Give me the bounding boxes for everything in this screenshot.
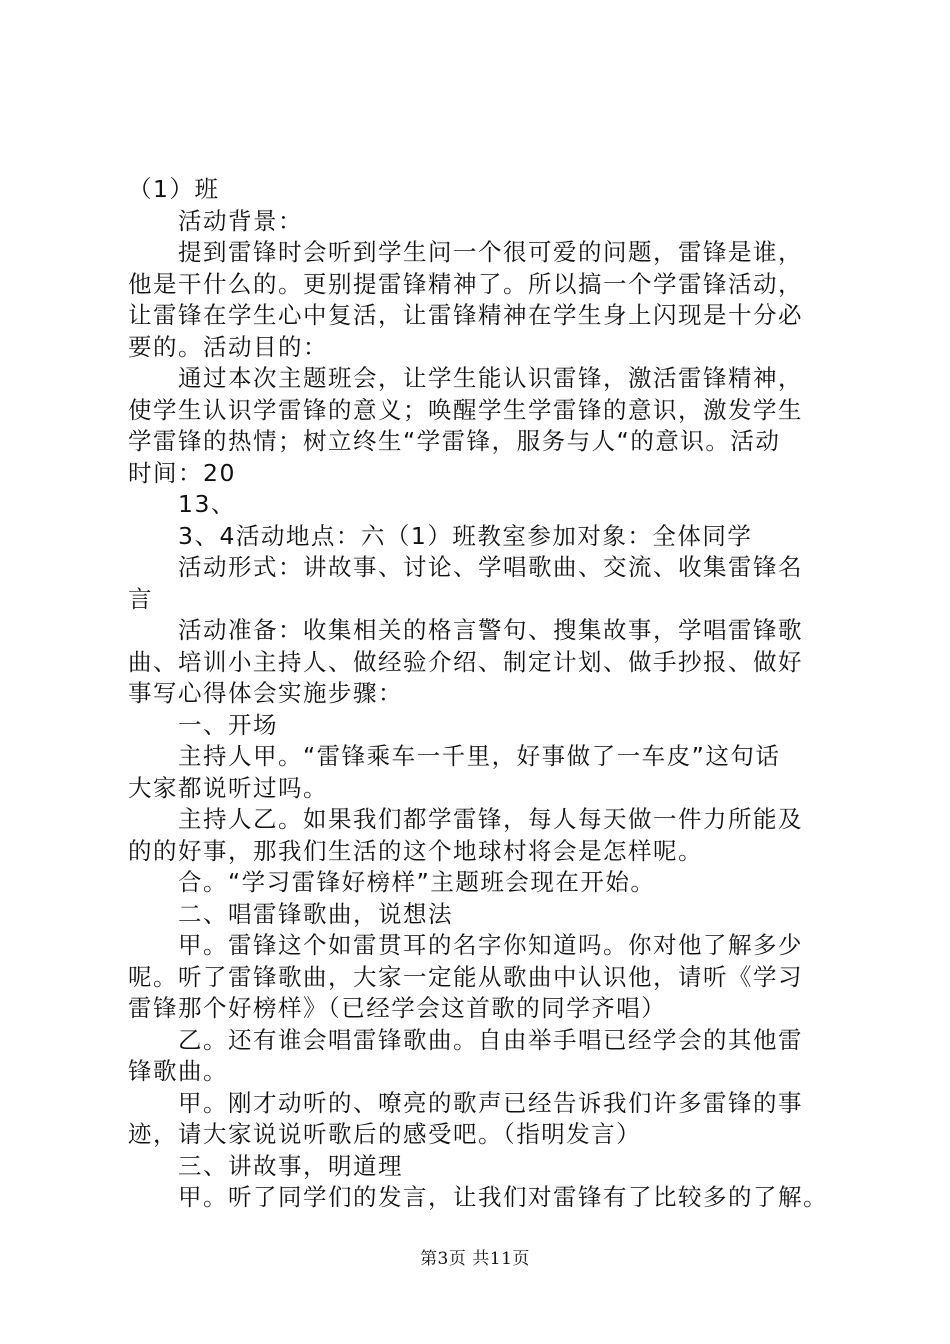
text-line: 大家都说听过吗。 <box>128 773 328 802</box>
text-line: 主持人甲。“雷锋乘车一千里，好事做了一车皮”这句话 <box>178 742 781 770</box>
text-line: 活动形式：讲故事、讨论、学唱歌曲、交流、收集雷锋名 <box>178 553 803 581</box>
page-number-footer: 第3页 共11页 <box>420 1249 530 1269</box>
text-line: 三、讲故事，明道理 <box>178 1151 403 1180</box>
text-line: 乙。还有谁会唱雷锋歌曲。自由举手唱已经学会的其他雷 <box>178 1025 803 1054</box>
text-line: 使学生认识学雷锋的意义；唤醒学生学雷锋的意识，激发学生 <box>128 395 803 424</box>
text-line: 甲。雷锋这个如雷贯耳的名字你知道吗。你对他了解多少 <box>178 931 803 959</box>
text-line: （1）班 <box>128 175 220 203</box>
text-line: 迹，请大家说说听歌后的感受吧。（指明发言） <box>128 1120 642 1148</box>
text-line: 的的好事，那我们生活的这个地球村将会是怎样呢。 <box>128 836 703 865</box>
text-line: 学雷锋的热情；树立终生“学雷锋，服务与人“的意识。活动 <box>128 427 781 455</box>
text-line: 言 <box>128 584 153 613</box>
text-line: 呢。听了雷锋歌曲，大家一定能从歌曲中认识他，请听《学习 <box>128 962 803 991</box>
text-line: 活动背景： <box>178 206 303 235</box>
text-line: 甲。刚才动听的、嘹亮的歌声已经告诉我们许多雷锋的事 <box>178 1088 803 1117</box>
text-line: 时间：20 <box>128 458 236 487</box>
text-line: 他是干什么的。更别提雷锋精神了。所以搞一个学雷锋活动， <box>128 269 803 298</box>
document-body <box>128 174 843 1214</box>
text-line: 一、开场 <box>178 710 278 739</box>
text-line: 主持人乙。如果我们都学雷锋，每人每天做一件力所能及 <box>178 805 803 833</box>
text-line: 甲。听了同学们的发言，让我们对雷锋有了比较多的了解。 <box>178 1183 828 1211</box>
text-line: 要的。活动目的： <box>128 332 328 361</box>
text-line: 通过本次主题班会，让学生能认识雷锋，激活雷锋精神， <box>178 364 803 392</box>
text-line: 提到雷锋时会听到学生问一个很可爱的问题，雷锋是谁， <box>178 238 803 266</box>
text-line: 13、 <box>178 490 236 518</box>
text-line: 活动准备：收集相关的格言警句、搜集故事，学唱雷锋歌 <box>178 616 803 644</box>
text-line: 让雷锋在学生心中复活，让雷锋精神在学生身上闪现是十分必 <box>128 301 803 329</box>
text-line: 事写心得体会实施步骤： <box>128 679 403 707</box>
text-line: 曲、培训小主持人、做经验介绍、制定计划、做手抄报、做好 <box>128 647 803 676</box>
text-line: 雷锋那个好榜样》（已经学会这首歌的同学齐唱） <box>128 994 667 1022</box>
text-line: 3、4活动地点：六（1）班教室参加对象：全体同学 <box>178 521 753 550</box>
text-line: 合。“学习雷锋好榜样”主题班会现在开始。 <box>178 868 656 896</box>
text-line: 二、唱雷锋歌曲，说想法 <box>178 899 453 928</box>
text-line: 锋歌曲。 <box>128 1057 228 1085</box>
